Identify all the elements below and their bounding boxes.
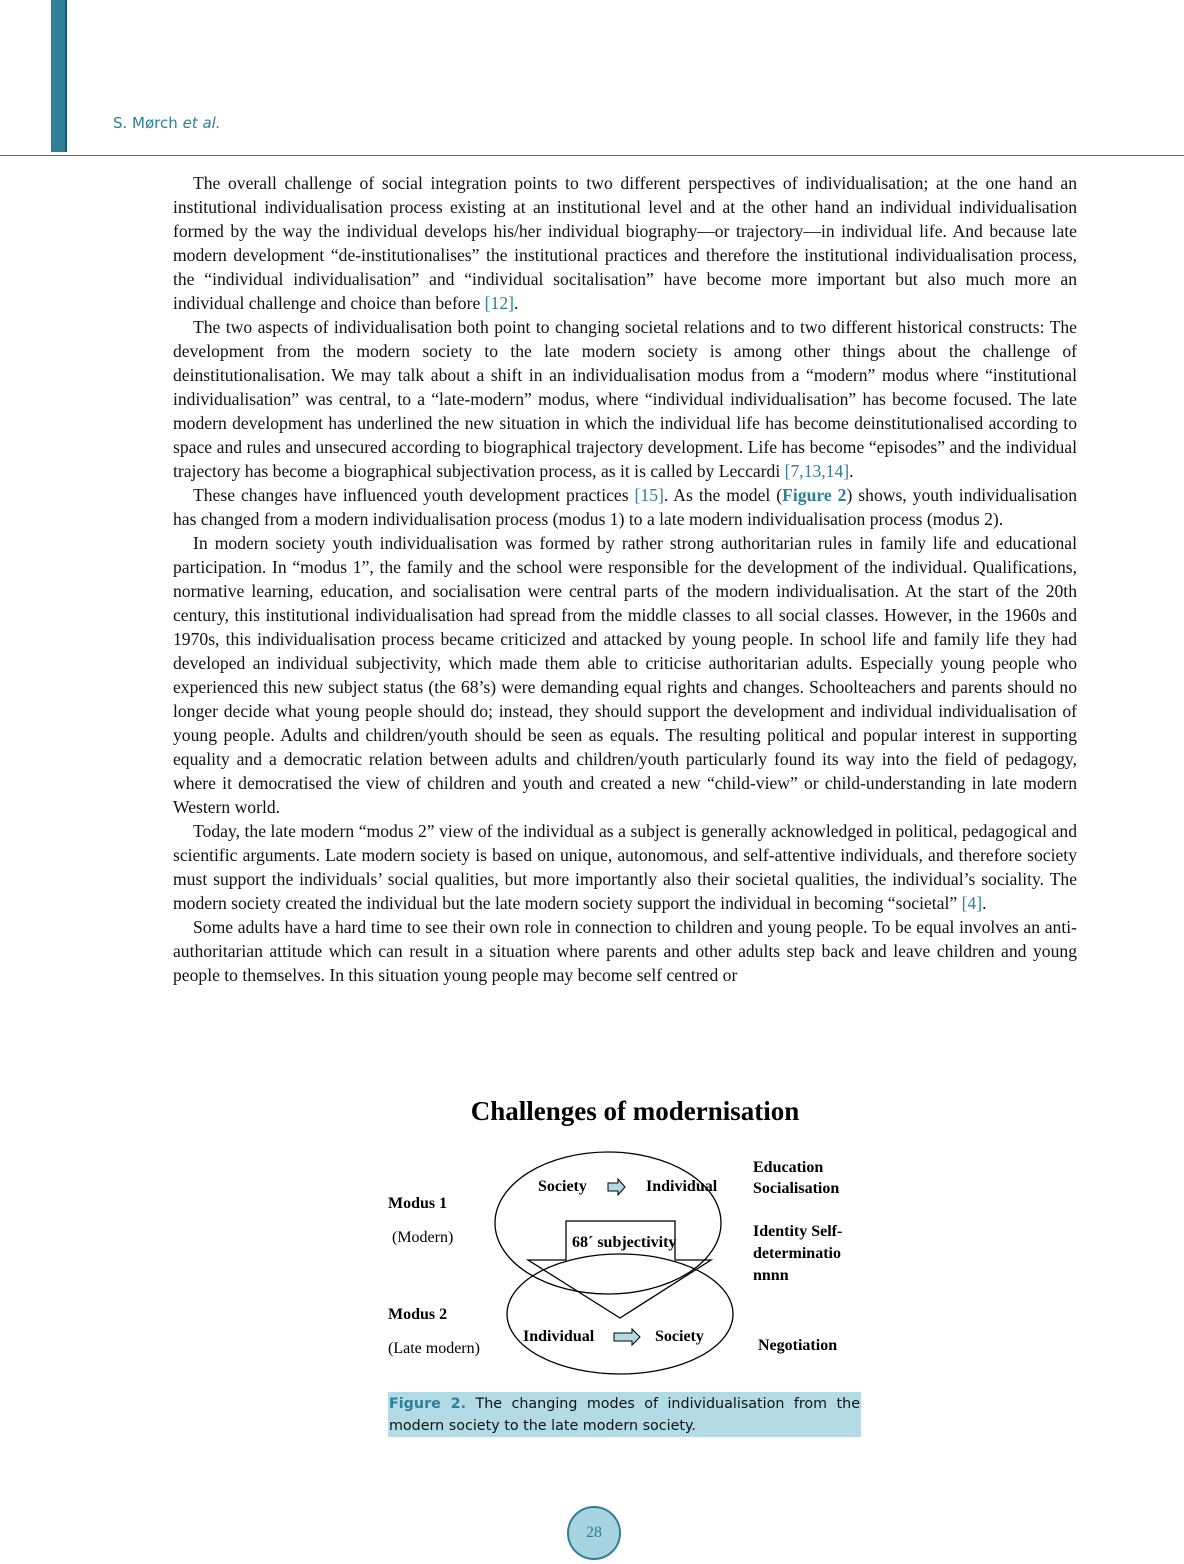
paragraph-text: . bbox=[513, 293, 519, 313]
modus2-sublabel: (Late modern) bbox=[388, 1340, 480, 1357]
author-name: S. Mørch bbox=[113, 114, 178, 132]
figure-title: Challenges of modernisation bbox=[470, 1096, 800, 1126]
paragraph-text: The two aspects of individualisation both point to changing societal relations and to two different historical constructs: The development from the modern society to the late modern society is among other things about the challenge of deinstitutionalisation. We may talk about a shift in an individualisation modus from a “modern” modus where “institutional individualisation” was central, to a “late-modern” modus, where “individual individualisation” has become focused. The late modern development has underlined the new situation in which the individual life has become deinstitutionalised according to space and rules and unsecured according to biographical trajectory development. Life has become “episodes” and the individual trajectory has become a biographical subjectivation process, as it is called by Leccardi bbox=[173, 317, 1077, 481]
modus2-ellipse bbox=[507, 1254, 733, 1374]
paragraph bbox=[173, 819, 1077, 915]
top-left-label: Society bbox=[538, 1178, 587, 1195]
right-label-education: Education bbox=[753, 1159, 824, 1176]
bottom-left-label: Individual bbox=[523, 1328, 595, 1345]
header-accent-bar bbox=[51, 0, 67, 152]
author-etal: et al. bbox=[182, 114, 221, 132]
paragraph bbox=[173, 483, 1077, 531]
modus1-ellipse bbox=[495, 1152, 721, 1294]
paragraph bbox=[173, 315, 1077, 483]
right-label-determination-2: nnnn bbox=[753, 1267, 789, 1284]
running-header-author bbox=[113, 114, 221, 132]
body-text bbox=[173, 171, 1077, 987]
paragraph-text: Some adults have a hard time to see their own role in connection to children and young people. To be equal involves an anti-authoritarian attitude which can result in a situation where parents and other adults step back and leave children and young people to themselves. In this situation young people may become self centred or bbox=[173, 917, 1077, 985]
paragraph-text: . bbox=[982, 893, 987, 913]
figure-2 bbox=[380, 1092, 880, 1392]
paragraph bbox=[173, 531, 1077, 819]
page-number: 28 bbox=[567, 1506, 621, 1560]
bottom-right-label: Society bbox=[655, 1328, 704, 1345]
right-label-negotiation: Negotiation bbox=[758, 1337, 838, 1354]
citation-link[interactable]: [7,13,14] bbox=[784, 461, 850, 481]
caption-text: The changing modes of individualisation from the modern society to the late modern society. bbox=[389, 1396, 860, 1434]
paragraph-text: . bbox=[849, 461, 854, 481]
right-label-socialisation: Socialisation bbox=[753, 1180, 840, 1197]
paragraph-text: In modern society youth individualisation was formed by rather strong authoritarian rules in family life and educational participation. In “modus 1”, the family and the school were responsible for the development of the individual. Qualifications, normative learning, education, and socialisation were central parts of the modern individualisation. At the start of the 20th century, this institutional individualisation had spread from the middle classes to all social classes. However, in the 1960s and 1970s, this individualisation process became criticized and attacked by young people. In school life and family life they had developed an individual subjectivity, which made them able to criticise authoritarian adults. Especially young people who experienced this new subject status (the 68’s) were demanding equal rights and changes. Schoolteachers and parents should no longer decide what young people should do; instead, they should support the development and individual individualisation of young people. Adults and children/youth should be seen as equals. The resulting political and popular interest in supporting equality and a democratic relation between adults and children/youth particularly found its way into the field of pedagogy, where it democratised the view of children and youth and created a new “child-view” or child-understanding in late modern Western world. bbox=[173, 533, 1077, 817]
modus1-sublabel: (Modern) bbox=[392, 1229, 454, 1246]
modus2-label: Modus 2 bbox=[388, 1306, 448, 1323]
paragraph-text: These changes have influenced youth development practices bbox=[193, 485, 635, 505]
caption-label: Figure 2. bbox=[389, 1396, 467, 1412]
figure-caption bbox=[388, 1392, 861, 1437]
arrow-right-icon-bottom bbox=[614, 1329, 640, 1345]
paragraph-text: . As the model ( bbox=[663, 485, 783, 505]
arrow-right-icon-top bbox=[608, 1179, 625, 1195]
center-label: 68´ subjectivity bbox=[572, 1234, 677, 1251]
citation-link[interactable]: [12] bbox=[484, 293, 514, 313]
paragraph-text: The overall challenge of social integration points to two different perspectives of individualisation; at the one hand an institutional individualisation process existing at an institutional level and at the other hand an individual individualisation formed by the way the individual develops his/her individual biography—or trajectory—in individual life. And because late modern development “de-institutionalises” the institutional practices and therefore the institutional individualisation process, the “individual individualisation” and “individual socitalisation” have become more important but also much more an individual challenge and choice than before bbox=[173, 173, 1077, 313]
right-label-identity: Identity Self- bbox=[753, 1223, 843, 1240]
top-right-label: Individual bbox=[646, 1178, 718, 1195]
figure-link[interactable]: Figure 2 bbox=[782, 485, 847, 505]
paragraph-text: ) shows, youth individualisation has changed from a modern individualisation process (modus 1) to a late modern individualisation process (modus 2). bbox=[173, 485, 1078, 529]
paragraph bbox=[173, 915, 1077, 987]
citation-link[interactable]: [4] bbox=[961, 893, 983, 913]
header-rule bbox=[0, 155, 1184, 156]
modus1-label: Modus 1 bbox=[388, 1195, 448, 1212]
paragraph-text: Today, the late modern “modus 2” view of the individual as a subject is generally acknowledged in political, pedagogical and scientific arguments. Late modern society is based on unique, autonomous, and self-attentive individuals, and therefore society must support the individuals’ social qualities, but more importantly also their societal qualities, the individual’s sociality. The modern society created the individual but the late modern society support the individual in becoming “societal” bbox=[173, 821, 1077, 913]
citation-link[interactable]: [15] bbox=[634, 485, 664, 505]
right-label-determination-1: determinatio bbox=[753, 1245, 841, 1262]
paragraph bbox=[173, 171, 1077, 315]
